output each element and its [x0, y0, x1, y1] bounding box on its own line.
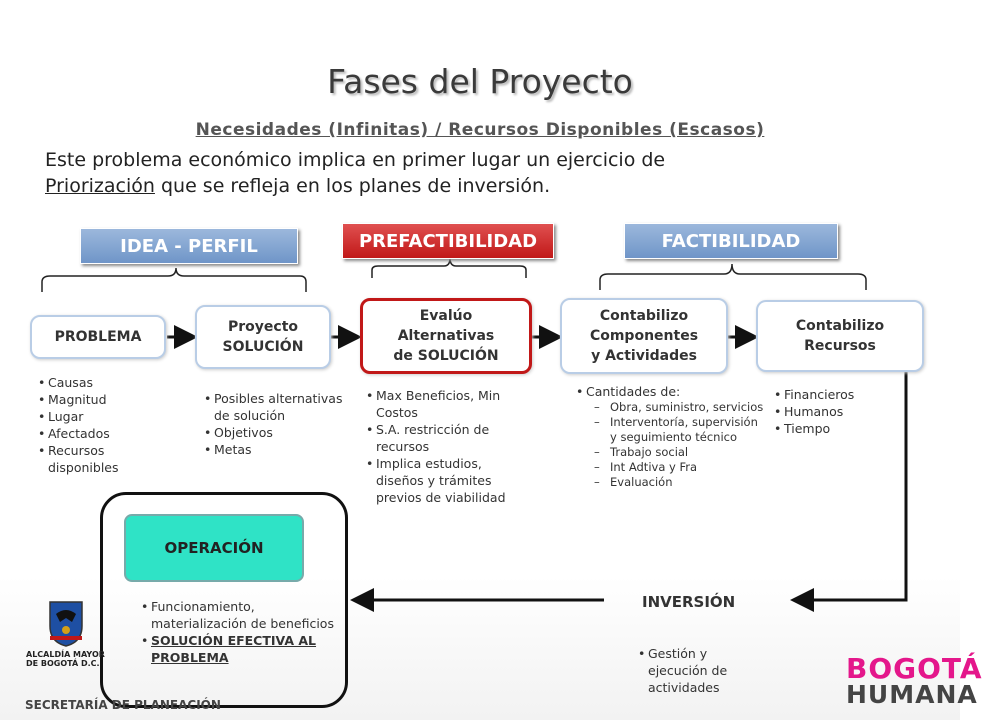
bullet: • Max Beneficios, Min Costos: [366, 387, 526, 421]
solucion-efectiva: SOLUCIÓN EFECTIVA AL PROBLEMA: [151, 633, 317, 665]
step-componentes-l2: Componentes: [589, 328, 699, 344]
operacion-label: OPERACIÓN: [164, 539, 264, 557]
phase-prefactibilidad: PREFACTIBILIDAD: [342, 223, 554, 259]
step-componentes-l1: Contabilizo: [599, 308, 689, 324]
bullet: • Lugar: [38, 408, 148, 425]
step-componentes-l3: y Actividades: [591, 348, 697, 364]
bullet: • Causas: [38, 374, 148, 391]
bullet: [576, 383, 766, 490]
bullet: • Posibles alternativas de solución: [204, 390, 344, 424]
footer-text: SECRETARÍA DE PLANEACIÓN: [25, 698, 221, 712]
phase-factibilidad: FACTIBILIDAD: [624, 223, 838, 259]
step-recursos: [756, 300, 924, 372]
phase-idea-perfil: IDEA - PERFIL: [80, 228, 298, 264]
sub-bullet: – Trabajo social: [586, 445, 766, 460]
bullet: • Gestión y ejecución de actividades: [638, 645, 758, 696]
bullet: • Recursos disponibles: [38, 442, 148, 476]
brace-idea: [42, 268, 306, 292]
coat-of-arms-icon: [46, 600, 86, 648]
step-problema-label: PROBLEMA: [54, 329, 142, 345]
bogota-logo-l1: BOGOTÁ: [846, 652, 983, 685]
step-componentes: [560, 298, 728, 374]
recursos-bullets: [774, 386, 904, 437]
step-solucion: [195, 305, 331, 369]
bullet-head: Cantidades de:: [586, 384, 681, 399]
bullet: [141, 632, 341, 666]
inversion-bullets: [638, 645, 758, 696]
evaluo-bullets: [366, 387, 526, 506]
step-recursos-l2: Recursos: [804, 338, 876, 354]
sub-bullet: – Obra, suministro, servicios: [586, 400, 766, 415]
description-text-2: que se refleja en los planes de inversión.: [154, 175, 551, 197]
bullet: • Objetivos: [204, 424, 344, 441]
alcaldia-l1: ALCALDÍA MAYOR: [26, 650, 105, 659]
page-title: Fases del Proyecto: [327, 62, 633, 101]
step-problema: [30, 315, 166, 359]
step-solucion-l1: Proyecto: [227, 319, 298, 335]
bullet: • S.A. restricción de recursos: [366, 421, 526, 455]
bullet: • Magnitud: [38, 391, 148, 408]
inversion-label: INVERSIÓN: [642, 593, 736, 611]
step-recursos-l1: Contabilizo: [795, 318, 885, 334]
sub-bullet: – Int Adtiva y Fra: [586, 460, 766, 475]
bullet: • Implica estudios, diseños y trámites previos de viabilidad: [366, 455, 526, 506]
bogota-logo-l2: HUMANA: [846, 680, 978, 709]
step-evaluo-l1: Evalúo: [419, 308, 473, 324]
bullet: • Tiempo: [774, 420, 904, 437]
description-underlined: Priorización: [45, 175, 155, 197]
componentes-sub: [586, 400, 766, 490]
sub-bullet: – Interventoría, supervisión y seguimiento técnico: [586, 415, 766, 445]
operacion-box: [124, 514, 304, 582]
bogota-humana-logo: [846, 652, 983, 709]
componentes-bullets: [576, 383, 766, 490]
description-text: Este problema económico implica en primer lugar un ejercicio de: [45, 149, 666, 171]
solucion-bullets: [204, 390, 344, 458]
brace-prefactibilidad: [372, 258, 526, 278]
bullet: • Funcionamiento, materialización de beneficios: [141, 598, 341, 632]
operacion-bullets: [141, 598, 341, 666]
bullet: • Afectados: [38, 425, 148, 442]
step-evaluo-l2: Alternativas: [397, 328, 495, 344]
alcaldia-text: [26, 650, 116, 668]
bullet: • Financieros: [774, 386, 904, 403]
subtitle: Necesidades (Infinitas) / Recursos Disponibles (Escasos): [195, 120, 765, 140]
bullet: • Humanos: [774, 403, 904, 420]
brace-factibilidad: [600, 264, 866, 290]
step-solucion-l2: SOLUCIÓN: [222, 339, 304, 355]
sub-bullet: – Evaluación: [586, 475, 766, 490]
problema-bullets: [38, 374, 148, 476]
step-evaluo-l3: de SOLUCIÓN: [393, 348, 499, 364]
alcaldia-l2: DE BOGOTÁ D.C.: [26, 659, 100, 668]
step-evaluo: [360, 298, 532, 374]
bullet: • Metas: [204, 441, 344, 458]
